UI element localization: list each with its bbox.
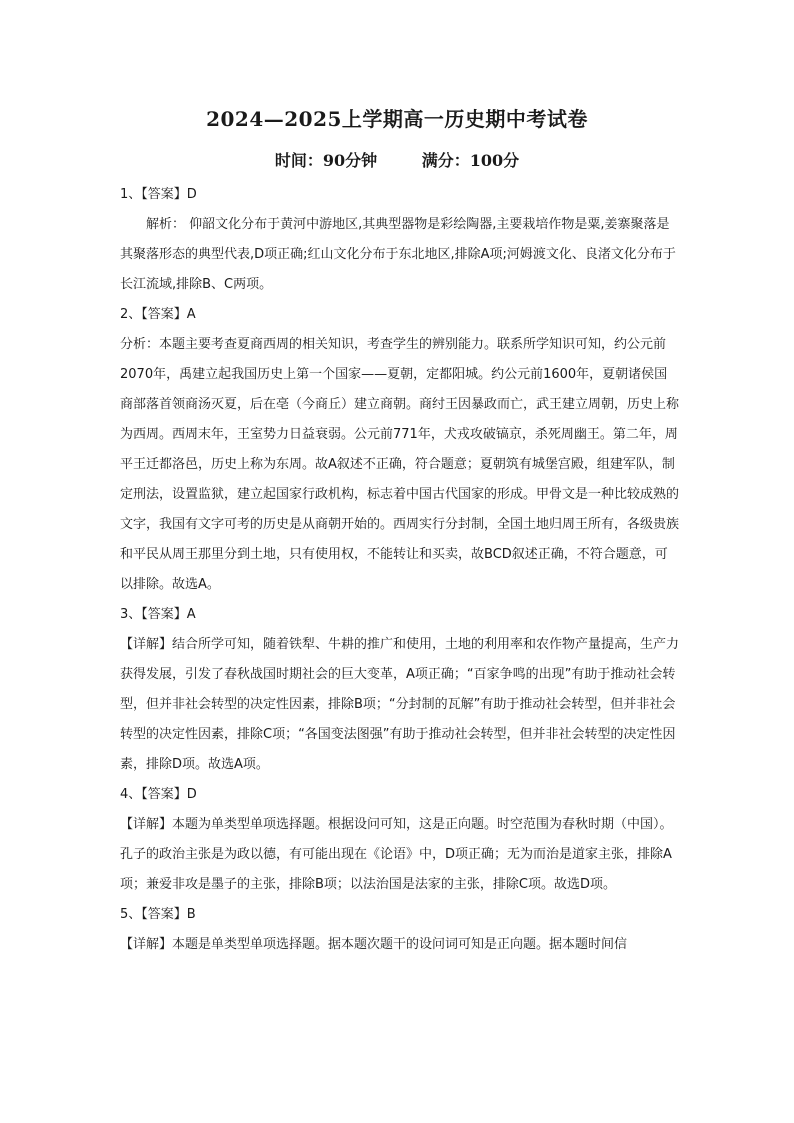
answer-heading-2: 2、【答案】A	[120, 307, 196, 322]
page-title: 2024—2025上学期高一历史期中考试卷	[206, 107, 588, 131]
answer-explanation-5: 【详解】本题是单类型单项选择题。据本题次题干的设问词可知是正向题。据本题时间信	[120, 937, 628, 952]
exam-info: 时间：90分钟 满分：100分	[274, 151, 520, 170]
answer-explanation-1: 解析： 仰韶文化分布于黄河中游地区,其典型器物是彩绘陶器,主要栽培作物是粟,姜寨聚落是其聚落形态的典型代表,D项正确;红山文化分布于东北地区,排除A项;河姆渡文化、良渚文化分布于长江流域,排除B、C两项。	[120, 217, 676, 292]
answer-list	[120, 180, 680, 960]
answer-explanation-4: 【详解】本题为单类型单项选择题。根据设问可知，这是正向题。时空范围为春秋时期（中国）。孔子的政治主张是为政以德，有可能出现在《论语》中，D项正确；无为而治是道家主张，排除A项；兼爱非攻是墨子的主张，排除B项；以法治国是法家的主张，排除C项。故选D项。	[120, 817, 673, 892]
answer-heading-5: 5、【答案】B	[120, 907, 196, 922]
answer-explanation-3: 【详解】结合所学可知，随着铁犁、牛耕的推广和使用，土地的利用率和农作物产量提高，生产力获得发展，引发了春秋战国时期社会的巨大变革，A项正确；“百家争鸣的出现”有助于推动社会转型，但并非社会转型的决定性因素，排除B项；“分封制的瓦解”有助于推动社会转型，但并非社会转型的决定性因素，排除C项；“各国变法图强”有助于推动社会转型，但并非社会转型的决定性因素，排除D项。故选A项。	[120, 637, 680, 772]
answer-heading-1: 1、【答案】D	[120, 187, 197, 202]
answer-explanation-2: 分析：本题主要考查夏商西周的相关知识，考查学生的辨别能力。联系所学知识可知，约公元前2070年，禹建立起我国历史上第一个国家——夏朝，定都阳城。约公元前1600年，夏朝诸侯国商部落首领商汤灭夏，后在亳（今商丘）建立商朝。商纣王因暴政而亡，武王建立周朝，历史上称为西周。西周末年，王室势力日益衰弱。公元前771年，犬戎攻破镐京，杀死周幽王。第二年，周平王迁都洛邑，历史上称为东周。故A叙述不正确，符合题意；夏朝筑有城堡宫殿，组建军队，制定刑法，设置监狱，建立起国家行政机构，标志着中国古代国家的形成。甲骨文是一种比较成熟的文字，我国有文字可考的历史是从商朝开始的。西周实行分封制，全国土地归周王所有，各级贵族和平民从周王那里分到土地，只有使用权，不能转让和买卖，故BCD叙述正确，不符合题意，可以排除。故选A。	[120, 337, 680, 592]
answer-heading-3: 3、【答案】A	[120, 607, 196, 622]
answer-heading-4: 4、【答案】D	[120, 787, 197, 802]
